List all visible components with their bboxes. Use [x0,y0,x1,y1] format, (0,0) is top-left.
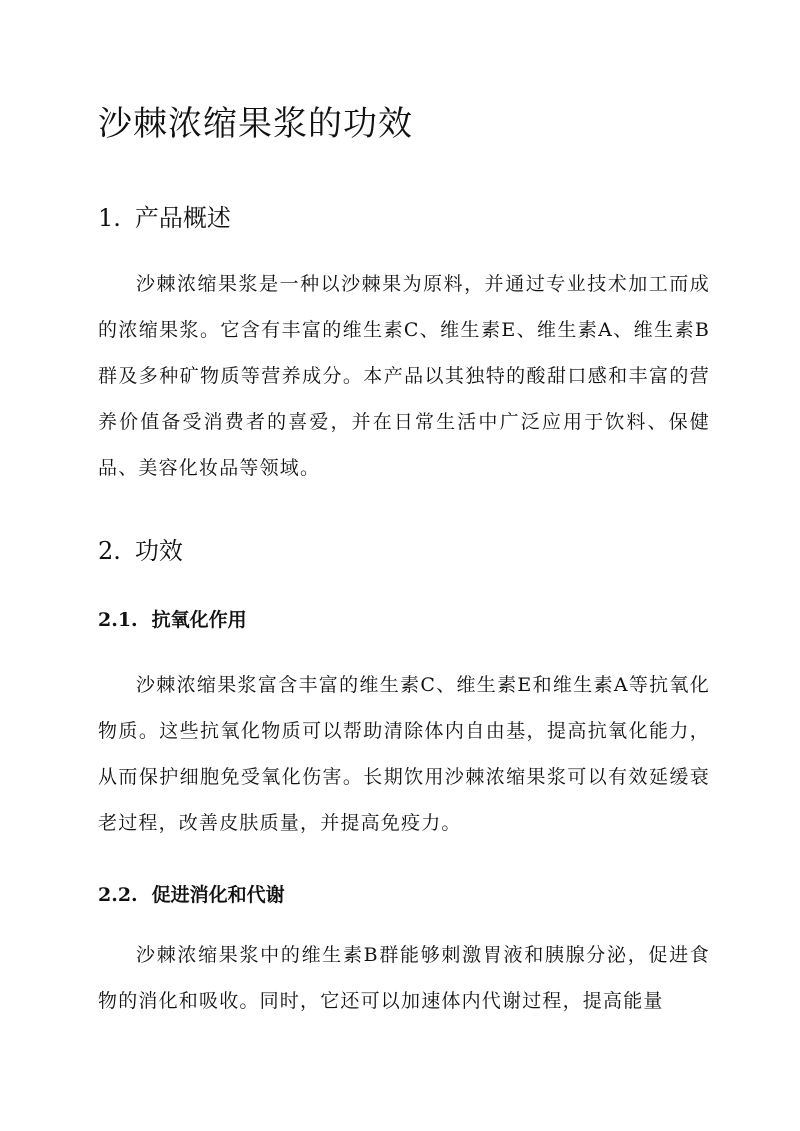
section-number: 2. [98,537,121,565]
section-number: 1. [98,204,121,232]
section-title: 产品概述 [134,204,231,232]
section-title: 功效 [134,537,183,565]
subsection-title: 促进消化和代谢 [151,884,285,906]
subsection-heading-digestion [98,880,285,907]
subsection-title: 抗氧化作用 [151,609,247,631]
subsection-number: 2.2. [98,884,138,906]
section-heading-overview [98,198,231,233]
antioxidant-paragraph: 沙棘浓缩果浆富含丰富的维生素C、维生素E和维生素A等抗氧化物质。这些抗氧化物质可以帮助清除体内自由基，提高抗氧化能力，从而保护细胞免受氧化伤害。长期饮用沙棘浓缩果浆可以有效延缓衰老过程，改善皮肤质量，并提高免疫力。 [98,674,710,834]
digestion-paragraph: 沙棘浓缩果浆中的维生素B群能够刺激胃液和胰腺分泌，促进食物的消化和吸收。同时，它还可以加速体内代谢过程，提高能量 [98,944,710,1012]
overview-paragraph: 沙棘浓缩果浆是一种以沙棘果为原料，并通过专业技术加工而成的浓缩果浆。它含有丰富的维生素C、维生素E、维生素A、维生素B群及多种矿物质等营养成分。本产品以其独特的酸甜口感和丰富的营养价值备受消费者的喜爱，并在日常生活中广泛应用于饮料、保健品、美容化妆品等领域。 [98,273,710,479]
document-title: 沙棘浓缩果浆的功效 [98,104,413,144]
subsection-heading-antioxidant [98,605,247,632]
subsection-number: 2.1. [98,609,138,631]
section-heading-effects [98,531,183,566]
